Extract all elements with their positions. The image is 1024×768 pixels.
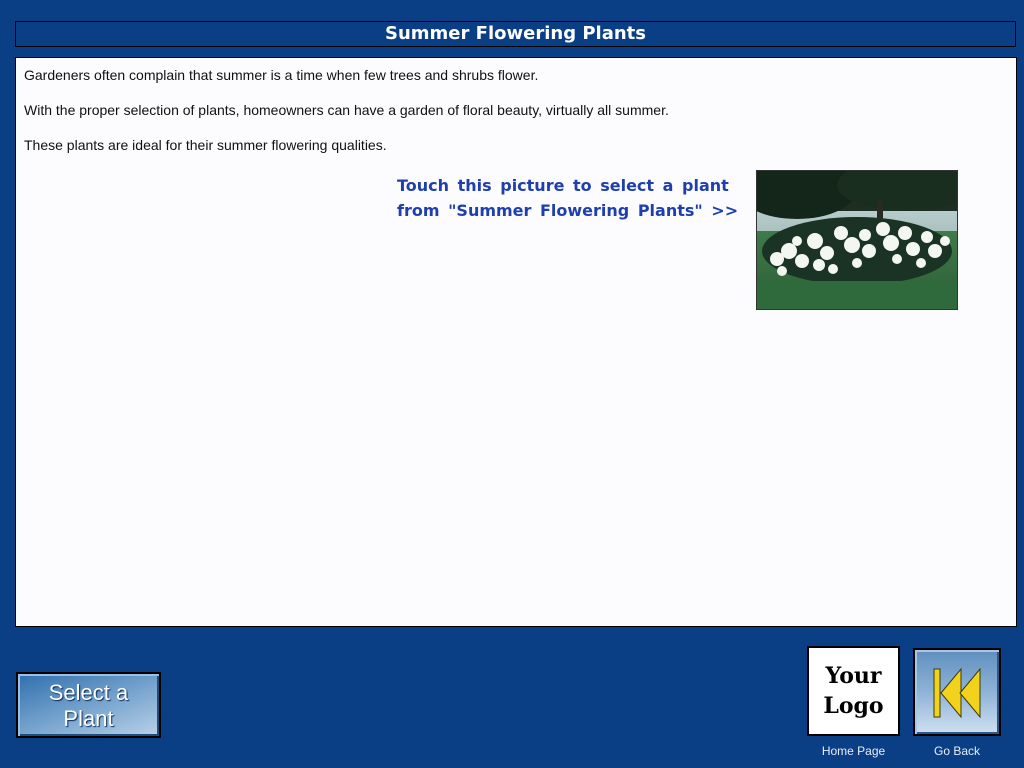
select-plant-button[interactable] (16, 672, 161, 738)
content-panel (15, 57, 1017, 627)
hydrangea-photo-link[interactable] (756, 170, 958, 310)
skip-back-icon (931, 666, 983, 720)
intro-paragraph-1: Gardeners often complain that summer is a time when few trees and shrubs flower. (24, 67, 539, 83)
logo-text-line-1: Your (825, 663, 882, 689)
intro-paragraph-2: With the proper selection of plants, homeowners can have a garden of floral beauty, virtually all summer. (24, 102, 669, 118)
touch-hint-line-1: Touch this picture to select a plant (397, 176, 729, 195)
intro-paragraph-3: These plants are ideal for their summer flowering qualities. (24, 137, 387, 153)
go-back-caption: Go Back (933, 744, 981, 758)
hydrangea-photo (757, 171, 957, 309)
select-plant-label-line-1: Select a (48, 680, 129, 705)
go-back-button[interactable] (913, 648, 1001, 736)
logo-text-line-2: Logo (823, 693, 884, 719)
select-plant-label-line-2: Plant (63, 706, 114, 731)
page-title: Summer Flowering Plants (15, 21, 1016, 47)
touch-hint-line-2: from "Summer Flowering Plants" >> (397, 201, 739, 220)
home-logo-button[interactable] (807, 646, 900, 736)
home-page-caption: Home Page (821, 744, 886, 758)
touch-hint (397, 173, 739, 223)
